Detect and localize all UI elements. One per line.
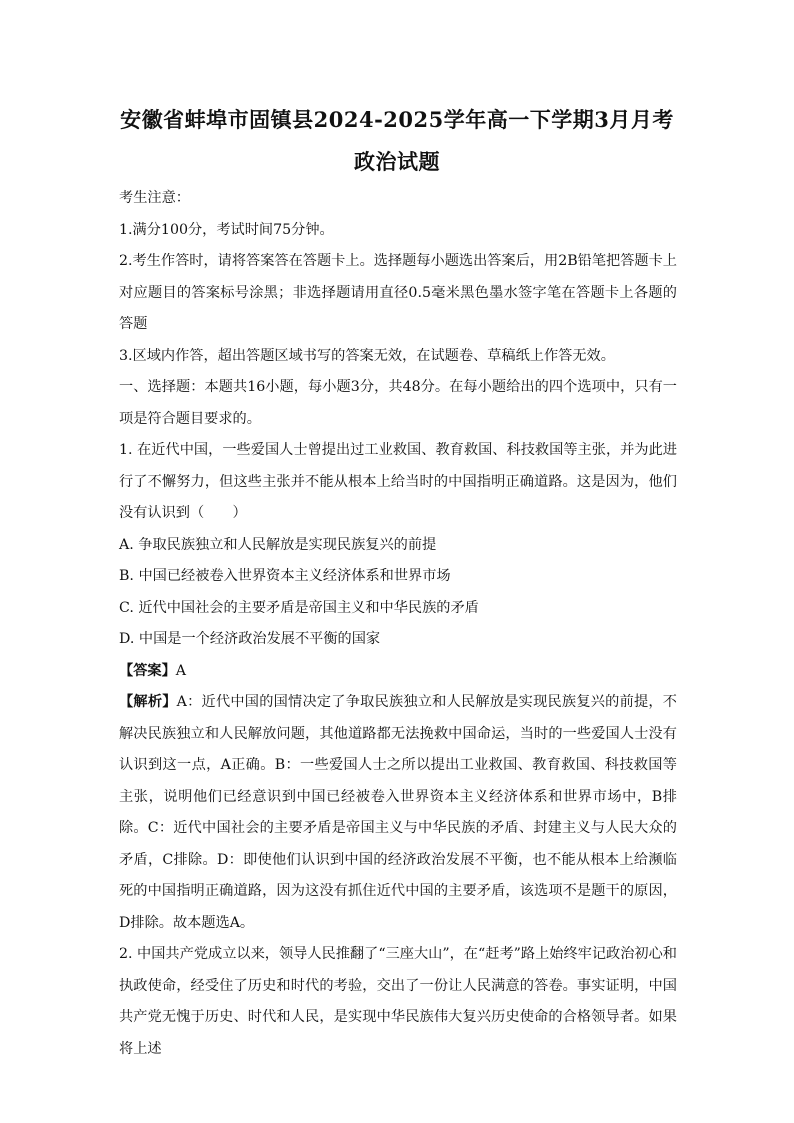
notice-item-3: 3.区域内作答，超出答题区域书写的答案无效，在试题卷、草稿纸上作答无效。 xyxy=(119,347,615,364)
analysis-text: A：近代中国的国情决定了争取民族独立和人民解放是实现民族复兴的前提，不解决民族独立和人民解放问题，其他道路都无法挽救中国命运，当时的一些爱国人士没有认识到这一点，A正确。B：一些爱国人士之所以提出工业救国、教育救国、科技救国等主张，说明他们已经意识到中国已经被卷入世界资本主义经济体系和世界市场中，B排除。C：近代中国社会的主要矛盾是帝国主义与中华民族的矛盾、封建主义与人民大众的矛盾，C排除。D：即使他们认识到中国的经济政治发展不平衡，也不能从根本上给濒临死的中国指明正确道路，因为这没有抓住近代中国的主要矛盾，该选项不是题干的原因，D排除。故本题选A。 xyxy=(119,694,677,931)
answer-value: A xyxy=(175,662,187,679)
question-1-answer xyxy=(119,656,677,688)
question-2-stem: 2. 中国共产党成立以来，领导人民推翻了“三座大山”，在“赶考”路上始终牢记政治初心和执政使命，经受住了历史和时代的考验，交出了一份让人民满意的答卷。事实证明，中国共产党无愧于历史、时代和人民，是实现中华民族伟大复兴历史使命的合格领导者。如果将上述 xyxy=(119,946,677,1057)
question-1-option-b: B. 中国已经被卷入世界资本主义经济体系和世界市场 xyxy=(119,568,451,584)
answer-label: 【答案】 xyxy=(119,662,176,679)
question-1-option-d: D. 中国是一个经济政治发展不平衡的国家 xyxy=(119,631,381,647)
question-1-option-c: C. 近代中国社会的主要矛盾是帝国主义和中华民族的矛盾 xyxy=(119,599,479,616)
question-1-analysis xyxy=(119,687,677,939)
notice-heading: 考生注意： xyxy=(119,190,190,206)
notice-item-2: 2.考生作答时，请将答案答在答题卡上。选择题每小题选出答案后，用2B铅笔把答题卡上对应题目的答案标号涂黑；非选择题请用直径0.5毫米黑色墨水签字笔在答题卡上各题的答题 xyxy=(119,253,677,332)
analysis-label: 【解析】 xyxy=(119,694,177,710)
section-heading: 一、选择题：本题共16小题，每小题3分，共48分。在每小题给出的四个选项中，只有一项是符合题目要求的。 xyxy=(119,379,677,427)
exam-body xyxy=(119,183,677,1065)
page-subtitle: 政治试题 xyxy=(354,149,440,174)
notice-item-1: 1.满分100分，考试时间75分钟。 xyxy=(119,221,334,238)
page-title: 安徽省蚌埠市固镇县2024-2025学年高一下学期3月月考 xyxy=(120,107,674,132)
question-1-option-a: A. 争取民族独立和人民解放是实现民族复兴的前提 xyxy=(119,536,437,553)
question-1-stem: 1. 在近代中国，一些爱国人士曾提出过工业救国、教育救国、科技救国等主张，并为此进行了不懈努力，但这些主张并不能从根本上给当时的中国指明正确道路。这是因为，他们没有认识到（ ） xyxy=(119,442,677,521)
